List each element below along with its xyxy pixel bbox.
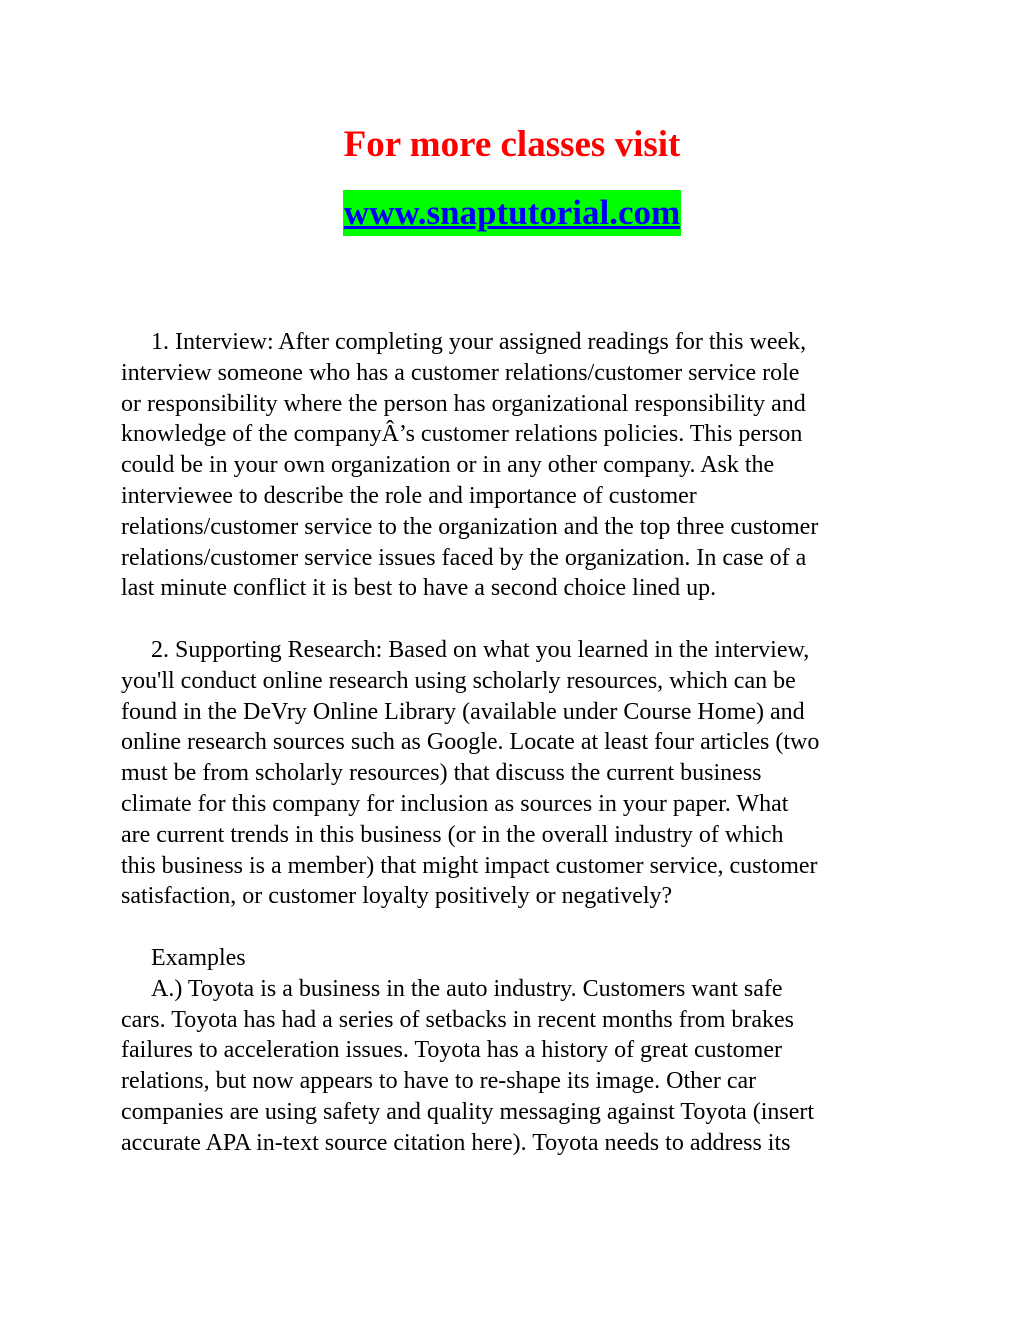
paragraph-supporting-research: 2. Supporting Research: Based on what you learned in the interview, you'll conduct online research using scholarly resources, which can be found in the DeVry Online Library (available under Course Home) and online research sources such as Google. Locate at least four articles (two must be from scholarly resources) that discuss the current business climate for this company for inclusion as sources in your paper. What are current trends in this business (or in the overall industry of which this business is a member) that might impact customer service, customer satisfaction, or customer loyalty positively or negatively? [121, 636, 820, 910]
document-body [121, 327, 911, 1159]
paragraph-spacer [121, 604, 911, 635]
paragraph-interview: 1. Interview: After completing your assigned readings for this week, interview someone who has a customer relations/customer service role or responsibility where the person has organizational responsibility and knowledge of the companyÂ’s customer relations policies. This person could be in your own organization or in any other company. Ask the interviewee to describe the role and importance of customer relations/customer service to the organization and the top three customer relations/customer service issues faced by the organization. In case of a last minute conflict it is best to have a second choice lined up. [121, 329, 819, 602]
example-a-paragraph: A.) Toyota is a business in the auto industry. Customers want safe cars. Toyota has had a series of setbacks in recent months from brakes failures to acceleration issues. Toyota has a history of great customer relations, but now appears to have to re-shape its image. Other car companies are using safety and quality messaging against Toyota (insert accurate APA in-text source citation here). Toyota needs to address its [121, 975, 815, 1156]
paragraph-spacer [121, 912, 911, 943]
examples-heading: Examples [151, 944, 246, 971]
website-link-container [0, 190, 1024, 236]
page-title: For more classes visit [343, 124, 681, 165]
website-link[interactable]: www.snaptutorial.com [343, 190, 681, 236]
